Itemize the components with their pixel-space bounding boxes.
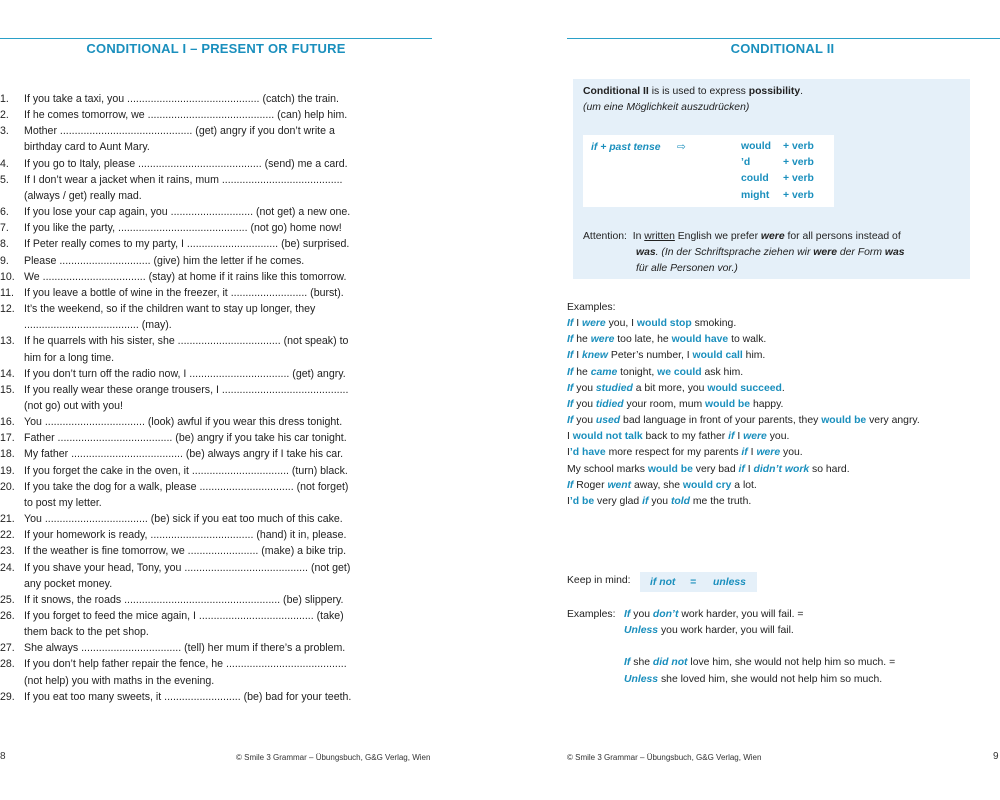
example-line: My school marks would be very bad if I didn’t work so hard. bbox=[567, 463, 850, 475]
rule-modal: would bbox=[741, 141, 772, 152]
exercise-text: If you forget the cake in the oven, it ................................. (turn) black. bbox=[24, 464, 348, 477]
exercise-text: If he quarrels with his sister, she ................................... (not speak) to bbox=[24, 335, 349, 348]
exercise-number: 22. bbox=[0, 529, 15, 542]
exercise-number: 9. bbox=[0, 254, 9, 267]
exercise-text: If you take a taxi, you ............................................. (catch) the train. bbox=[24, 93, 339, 105]
exercise-line bbox=[0, 301, 440, 317]
exercise-line bbox=[0, 236, 440, 252]
rule-if: if + past tense bbox=[591, 142, 661, 153]
exercise-line bbox=[0, 479, 440, 495]
exercise-number: 2. bbox=[0, 109, 9, 122]
page-title: CONDITIONAL I – PRESENT OR FUTURE bbox=[86, 41, 346, 56]
exercise-number: 27. bbox=[0, 642, 15, 655]
exercise-number: 12. bbox=[0, 303, 15, 316]
exercise-number bbox=[0, 350, 24, 366]
exercise-number: 23. bbox=[0, 545, 15, 558]
exercise-number bbox=[0, 495, 24, 511]
exercise-text: We ................................... (stay) at home if it rains like this tomorrow. bbox=[24, 270, 347, 283]
exercise-number: 21. bbox=[0, 513, 15, 526]
exercise-number: 1. bbox=[0, 93, 9, 105]
exercise-number: 5. bbox=[0, 173, 9, 186]
title-rule bbox=[0, 38, 432, 39]
attention-line1: Attention: In written English we prefer were for all persons instead of bbox=[583, 231, 901, 242]
exercise-text: If you lose your cap again, you ............................ (not get) a new one. bbox=[24, 206, 351, 219]
exercise-text: If you take the dog for a walk, please ................................ (not forget) bbox=[24, 480, 349, 493]
rule-plus-verb: + verb bbox=[783, 157, 814, 169]
exercise-text: (not help) you with maths in the evening. bbox=[24, 674, 215, 687]
exercise-number: 11. bbox=[0, 286, 14, 299]
exercise-text: She always .................................. (tell) her mum if there’s a problem. bbox=[24, 642, 346, 655]
exercise-number: 16. bbox=[0, 416, 15, 429]
example-line: If I knew Peter’s number, I would call him. bbox=[567, 350, 766, 362]
arrow-right-icon: ⇨ bbox=[677, 142, 686, 153]
example-line: If I were you, I would stop smoking. bbox=[567, 318, 737, 330]
exercise-number bbox=[0, 673, 24, 689]
exercise-number: 14. bbox=[0, 367, 15, 380]
example-line: If you used bad language in front of your parents, they would be very angry. bbox=[567, 415, 920, 427]
example-line: I’d have more respect for my parents if I were you. bbox=[567, 447, 803, 459]
exercise-line bbox=[0, 414, 440, 430]
exercise-line bbox=[0, 656, 440, 672]
rule-plus-verb: + verb bbox=[783, 141, 814, 152]
intro-german: (um eine Möglichkeit auszudrücken) bbox=[583, 102, 750, 113]
exercise-text: If you go to Italy, please .......................................... (send) me a card. bbox=[24, 157, 348, 170]
exercise-text: any pocket money. bbox=[24, 577, 113, 590]
exercise-text: If you eat too many sweets, it .......................... (be) bad for your teeth. bbox=[24, 690, 352, 703]
exercise-text: Please ............................... (give) him the letter if he comes. bbox=[24, 254, 305, 267]
exercise-line bbox=[0, 333, 440, 349]
exercise-number: 29. bbox=[0, 690, 15, 703]
exercise-line bbox=[0, 156, 440, 172]
exercise-number: 20. bbox=[0, 480, 15, 493]
exercise-number bbox=[0, 139, 24, 155]
example-line: If you studied a bit more, you would succeed. bbox=[567, 382, 785, 394]
exercise-text: Mother ............................................. (get) angry if you don’t write a bbox=[24, 125, 335, 138]
exercise-line bbox=[0, 446, 440, 462]
exercise-text: If your homework is ready, ................................... (hand) it in, please. bbox=[24, 529, 347, 542]
exercise-line bbox=[0, 398, 440, 414]
examples-label: Examples: bbox=[567, 302, 616, 313]
example2-line bbox=[567, 639, 987, 655]
exercise-line bbox=[0, 172, 440, 188]
exercise-line bbox=[0, 382, 440, 398]
example-line: If he came tonight, we could ask him. bbox=[567, 366, 744, 378]
exercise-line bbox=[0, 123, 440, 139]
exercise-line bbox=[0, 220, 440, 236]
exercise-number: 19. bbox=[0, 464, 15, 477]
exercise-line bbox=[0, 366, 440, 382]
exercise-text: If you shave your head, Tony, you .......................................... (not get) bbox=[24, 561, 351, 574]
exercise-number: 28. bbox=[0, 658, 15, 671]
examples2-block bbox=[567, 607, 987, 688]
examples-block bbox=[567, 300, 987, 510]
exercise-text: If you leave a bottle of wine in the freezer, it .......................... (burst). bbox=[24, 286, 344, 299]
footer: © Smile 3 Grammar – Übungsbuch, G&G Verlag, Wien bbox=[236, 753, 431, 762]
exercise-line bbox=[0, 592, 440, 608]
example2-line: Unless you work harder, you will fail. bbox=[624, 625, 794, 637]
rule-plus-verb: + verb bbox=[783, 189, 814, 201]
exercise-line bbox=[0, 350, 440, 366]
exercise-number: 18. bbox=[0, 448, 15, 461]
footer: © Smile 3 Grammar – Übungsbuch, G&G Verlag, Wien bbox=[567, 753, 762, 762]
info-box bbox=[573, 79, 970, 279]
exercise-line bbox=[0, 317, 440, 333]
exercise-number: 10. bbox=[0, 270, 15, 283]
keep-in-mind-label: Keep in mind: bbox=[567, 575, 631, 586]
exercise-number: 8. bbox=[0, 238, 9, 251]
exercise-line bbox=[0, 689, 440, 705]
exercise-number bbox=[0, 398, 24, 414]
example-line: If Roger went away, she would cry a lot. bbox=[567, 479, 757, 491]
exercise-line bbox=[0, 285, 440, 301]
attention-line3: für alle Personen vor.) bbox=[636, 263, 738, 274]
exercise-number: 25. bbox=[0, 593, 15, 606]
exercise-line bbox=[0, 430, 440, 446]
exercise-text: Father ....................................... (be) angry if you take his car tonight. bbox=[24, 432, 347, 445]
page-number: 9 bbox=[993, 751, 999, 762]
example-line: If he were too late, he would have to walk. bbox=[567, 334, 767, 346]
exercise-line bbox=[0, 107, 440, 123]
exercise-number bbox=[0, 188, 24, 204]
exercise-number: 13. bbox=[0, 335, 15, 348]
exercise-line bbox=[0, 543, 440, 559]
exercise-line bbox=[0, 673, 440, 689]
intro-text: Conditional II is is used to express possibility. bbox=[583, 86, 804, 97]
exercise-text: him for a long time. bbox=[24, 351, 115, 364]
exercise-text: It’s the weekend, so if the children want to stay up longer, they bbox=[24, 303, 316, 316]
exercise-text: (not go) out with you! bbox=[24, 399, 123, 412]
exercise-text: If he comes tomorrow, we ........................................... (can) help him. bbox=[24, 109, 348, 122]
example-line: If you tidied your room, mum would be happy. bbox=[567, 398, 784, 410]
right-page bbox=[565, 0, 1000, 800]
page-number: 8 bbox=[0, 751, 6, 762]
exercise-text: If it snows, the roads ..................................................... (be) slippery. bbox=[24, 593, 344, 606]
exercise-text: If you really wear these orange trousers, I ........................................... bbox=[24, 383, 349, 396]
title-rule bbox=[567, 38, 1000, 39]
exercise-line bbox=[0, 576, 440, 592]
example2-line: If she did not love him, she would not help him so much. = bbox=[624, 657, 896, 669]
left-page bbox=[0, 0, 440, 800]
rule-modal: ’d bbox=[741, 157, 751, 169]
exercise-text: birthday card to Aunt Mary. bbox=[24, 141, 150, 154]
exercise-number bbox=[0, 317, 24, 333]
exercise-text: ....................................... (may). bbox=[24, 319, 172, 332]
exercise-number: 26. bbox=[0, 610, 15, 622]
example-line: I would not talk back to my father if I were you. bbox=[567, 431, 790, 443]
exercise-text: If I don’t wear a jacket when it rains, mum ......................................... bbox=[24, 173, 343, 186]
rule-plus-verb: + verb bbox=[783, 173, 814, 185]
exercise-number: 3. bbox=[0, 125, 9, 138]
exercise-text: My father ...................................... (be) always angry if I take his car. bbox=[24, 448, 344, 461]
exercise-number: 7. bbox=[0, 222, 9, 235]
exercise-text: If Peter really comes to my party, I ............................... (be) surprised. bbox=[24, 238, 350, 251]
exercise-number: 6. bbox=[0, 206, 9, 219]
exercise-text: If you forget to feed the mice again, I ....................................... (take) bbox=[24, 610, 344, 622]
exercise-number bbox=[0, 624, 24, 640]
exercise-text: If you like the party, ............................................ (not go) home now! bbox=[24, 222, 342, 235]
exercise-line bbox=[0, 495, 440, 511]
exercise-text: If the weather is fine tomorrow, we ........................ (make) a bike trip. bbox=[24, 545, 347, 558]
exercise-line bbox=[0, 608, 440, 624]
exercise-line bbox=[0, 253, 440, 269]
rule-modal: might bbox=[741, 189, 770, 201]
exercise-list bbox=[0, 91, 440, 705]
example2-line: Examples: If you don’t work harder, you will fail. = bbox=[567, 609, 804, 620]
exercise-line bbox=[0, 527, 440, 543]
page-title: CONDITIONAL II bbox=[730, 41, 835, 56]
exercise-line bbox=[0, 560, 440, 576]
exercise-text: If you don’t turn off the radio now, I .................................. (get) angry. bbox=[24, 367, 346, 380]
exercise-line bbox=[0, 269, 440, 285]
attention-line2: was. (In der Schriftsprache ziehen wir were der Form was bbox=[636, 247, 905, 258]
exercise-number: 17. bbox=[0, 432, 15, 445]
exercise-number bbox=[0, 576, 24, 592]
rule-modal: could bbox=[741, 173, 769, 185]
exercise-text: (always / get) really mad. bbox=[24, 189, 142, 202]
exercise-line bbox=[0, 511, 440, 527]
exercise-line bbox=[0, 91, 440, 107]
exercise-number: 24. bbox=[0, 561, 15, 574]
exercise-number: 4. bbox=[0, 157, 9, 170]
exercise-text: If you don’t help father repair the fence, he ......................................... bbox=[24, 658, 347, 671]
exercise-line bbox=[0, 624, 440, 640]
exercise-line bbox=[0, 640, 440, 656]
exercise-text: to post my letter. bbox=[24, 496, 102, 509]
keep-in-mind-box: if not = unless bbox=[640, 572, 757, 592]
example2-line: Unless she loved him, she would not help him so much. bbox=[624, 673, 883, 685]
exercise-text: You .................................. (look) awful if you wear this dress tonight. bbox=[24, 416, 343, 429]
exercise-number: 15. bbox=[0, 383, 15, 396]
exercise-line bbox=[0, 463, 440, 479]
example-line: I’d be very glad if you told me the truth. bbox=[567, 495, 752, 507]
exercise-text: You ................................... (be) sick if you eat too much of this cake. bbox=[24, 513, 343, 526]
exercise-text: them back to the pet shop. bbox=[24, 626, 149, 639]
exercise-line bbox=[0, 188, 440, 204]
rule-table bbox=[583, 135, 834, 207]
exercise-line bbox=[0, 204, 440, 220]
exercise-line bbox=[0, 139, 440, 155]
